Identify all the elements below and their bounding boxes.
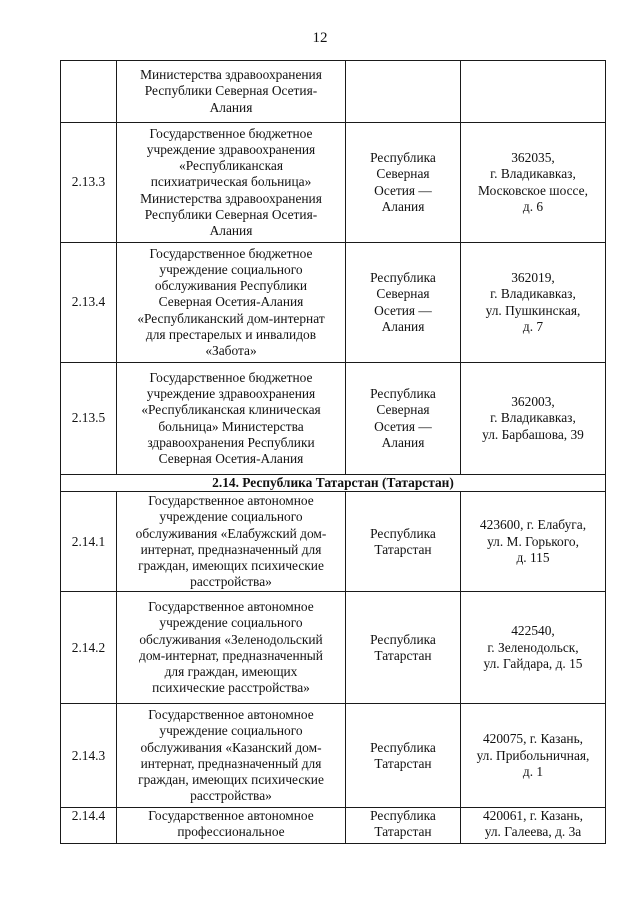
organization-name-line: Северная Осетия-Алания [158,450,304,466]
organization-name-line: граждан, имеющих психические [138,771,324,787]
organization-name-cell [117,592,346,704]
region-name-line: Алания [381,434,425,450]
organization-name-line: Государственное автономное [148,707,314,723]
address-line: 362035, [511,150,555,166]
organization-name-line: «Республиканский дом-интернат [137,310,325,326]
region-name-line: Татарстан [374,755,432,771]
region-name-line: Осетия — [374,418,432,434]
region-name-line: Северная [376,402,430,418]
region-name-line: Осетия — [374,182,432,198]
region-name-cell [346,808,461,844]
table-row [61,808,606,844]
address-line: г. Владикавказ, [490,166,576,182]
table-row [61,243,606,363]
organization-name-cell [117,492,346,592]
region-name-line: Татарстан [374,647,432,663]
organization-name-line: расстройства» [190,574,272,590]
organization-name-line: Государственное автономное [148,808,314,824]
region-name-cell [346,592,461,704]
region-name-line: Республика [370,270,436,286]
address-line: ул. Пушкинская, [485,302,581,318]
region-name-cell [346,363,461,475]
address-cell [461,704,606,808]
address-line: д. 6 [522,198,544,214]
organization-name-line: Министерства здравоохранения [140,67,322,83]
table-row [61,363,606,475]
section-title: 2.14. Республика Татарстан (Татарстан) [61,475,606,492]
organization-name-line: «Республиканская клиническая [141,402,321,418]
address-line: ул. Галеева, д. 3а [484,824,582,840]
organization-name-line: Северная Осетия-Алания [158,294,304,310]
row-number: 2.14.1 [61,492,117,592]
region-name-cell [346,704,461,808]
row-number: 2.14.3 [61,704,117,808]
region-name-line: Северная [376,286,430,302]
address-line: г. Владикавказ, [490,410,576,426]
region-name-line: Республика [370,150,436,166]
organization-name-line: Государственное автономное [148,493,314,509]
address-line: 420075, г. Казань, [482,731,584,747]
address-line: г. Зеленодольск, [487,639,579,655]
region-name-line: Республика [370,386,436,402]
row-number: 2.14.4 [61,808,117,844]
address-line: ул. Прибольничная, [476,747,590,763]
region-name-cell [346,123,461,243]
region-name-line: Алания [381,198,425,214]
region-name-line: Осетия — [374,302,432,318]
address-line: ул. Барбашова, 39 [482,426,584,442]
organization-name-line: Республики Северная Осетия- [144,83,318,99]
address-line: 423600, г. Елабуга, [479,517,587,533]
address-cell [461,492,606,592]
address-cell [461,808,606,844]
organization-name-line: Государственное бюджетное [149,245,313,261]
table-row [61,492,606,592]
address-cell [461,123,606,243]
region-name-cell [346,243,461,363]
organization-name-line: Алания [209,99,253,115]
table-body [61,61,606,844]
organization-name-line: для престарелых и инвалидов [145,326,317,342]
region-name-line: Республика [370,525,436,541]
region-name-line: Татарстан [374,824,432,840]
address-line: ул. Гайдара, д. 15 [483,655,583,671]
organization-name-line: учреждение социального [159,509,303,525]
address-line: 362019, [511,270,555,286]
organization-name-line: обслуживания «Казанский дом- [140,739,322,755]
table-row [61,592,606,704]
organization-name-line: психиатрическая больница» [150,174,312,190]
address-line: г. Владикавказ, [490,286,576,302]
organization-name-cell [117,61,346,123]
organization-name-line: Республики Северная Осетия- [144,206,318,222]
region-name-line: Алания [381,318,425,334]
address-cell [461,592,606,704]
organization-name-line: профессиональное [177,824,285,840]
region-name-line: Республика [370,631,436,647]
address-cell [461,363,606,475]
organization-name-line: обслуживания Республики [154,278,308,294]
page-number: 12 [312,30,328,46]
address-cell [461,61,606,123]
organization-name-line: дом-интернат, предназначенный [139,647,323,663]
organization-name-line: учреждение социального [159,261,303,277]
organization-name-cell [117,123,346,243]
region-name-line: Республика [370,808,436,824]
organization-name-line: учреждение здравоохранения [146,386,316,402]
section-header-row [61,475,606,492]
organization-name-cell [117,363,346,475]
table-row [61,704,606,808]
organization-name-line: здравоохранения Республики [147,434,315,450]
row-number: 2.13.4 [61,243,117,363]
address-line: ул. М. Горького, [487,533,579,549]
address-line: 362003, [511,394,555,410]
organization-name-line: обслуживания «Елабужский дом- [135,525,327,541]
organization-name-line: учреждение социального [159,723,303,739]
row-number: 2.13.5 [61,363,117,475]
organization-name-line: учреждение здравоохранения [146,141,316,157]
region-name-cell [346,61,461,123]
organization-name-line: больница» Министерства [158,418,304,434]
table-row [61,61,606,123]
address-line: Московское шоссе, [478,182,588,198]
address-line: д. 115 [516,549,550,565]
organization-name-line: Министерства здравоохранения [140,190,322,206]
row-number [61,61,117,123]
row-number: 2.13.3 [61,123,117,243]
organization-name-cell [117,808,346,844]
address-line: 422540, [511,623,555,639]
organization-name-line: для граждан, имеющих [164,663,298,679]
region-name-line: Республика [370,739,436,755]
address-line: 420061, г. Казань, [482,808,584,824]
organization-name-cell [117,243,346,363]
row-number: 2.14.2 [61,592,117,704]
organization-name-line: Государственное автономное [148,599,314,615]
institutions-table [60,60,606,844]
organization-name-line: психические расстройства» [152,680,310,696]
organization-name-line: Алания [209,223,253,238]
address-cell [461,243,606,363]
organization-name-line: интернат, предназначенный для [140,541,322,557]
table-row [61,123,606,243]
organization-name-line: обслуживания «Зеленодольский [139,631,323,647]
organization-name-line: «Забота» [205,343,257,358]
organization-name-line: интернат, предназначенный для [140,755,322,771]
address-line: д. 1 [522,763,544,779]
organization-name-line: «Республиканская [179,158,283,174]
organization-name-line: расстройства» [190,788,272,804]
address-line: д. 7 [522,318,544,334]
organization-name-line: граждан, имеющих психические [138,557,324,573]
organization-name-line: учреждение социального [159,615,303,631]
organization-name-cell [117,704,346,808]
organization-name-line: Государственное бюджетное [149,125,313,141]
region-name-line: Татарстан [374,541,432,557]
region-name-line: Северная [376,166,430,182]
organization-name-line: Государственное бюджетное [149,369,313,385]
region-name-cell [346,492,461,592]
